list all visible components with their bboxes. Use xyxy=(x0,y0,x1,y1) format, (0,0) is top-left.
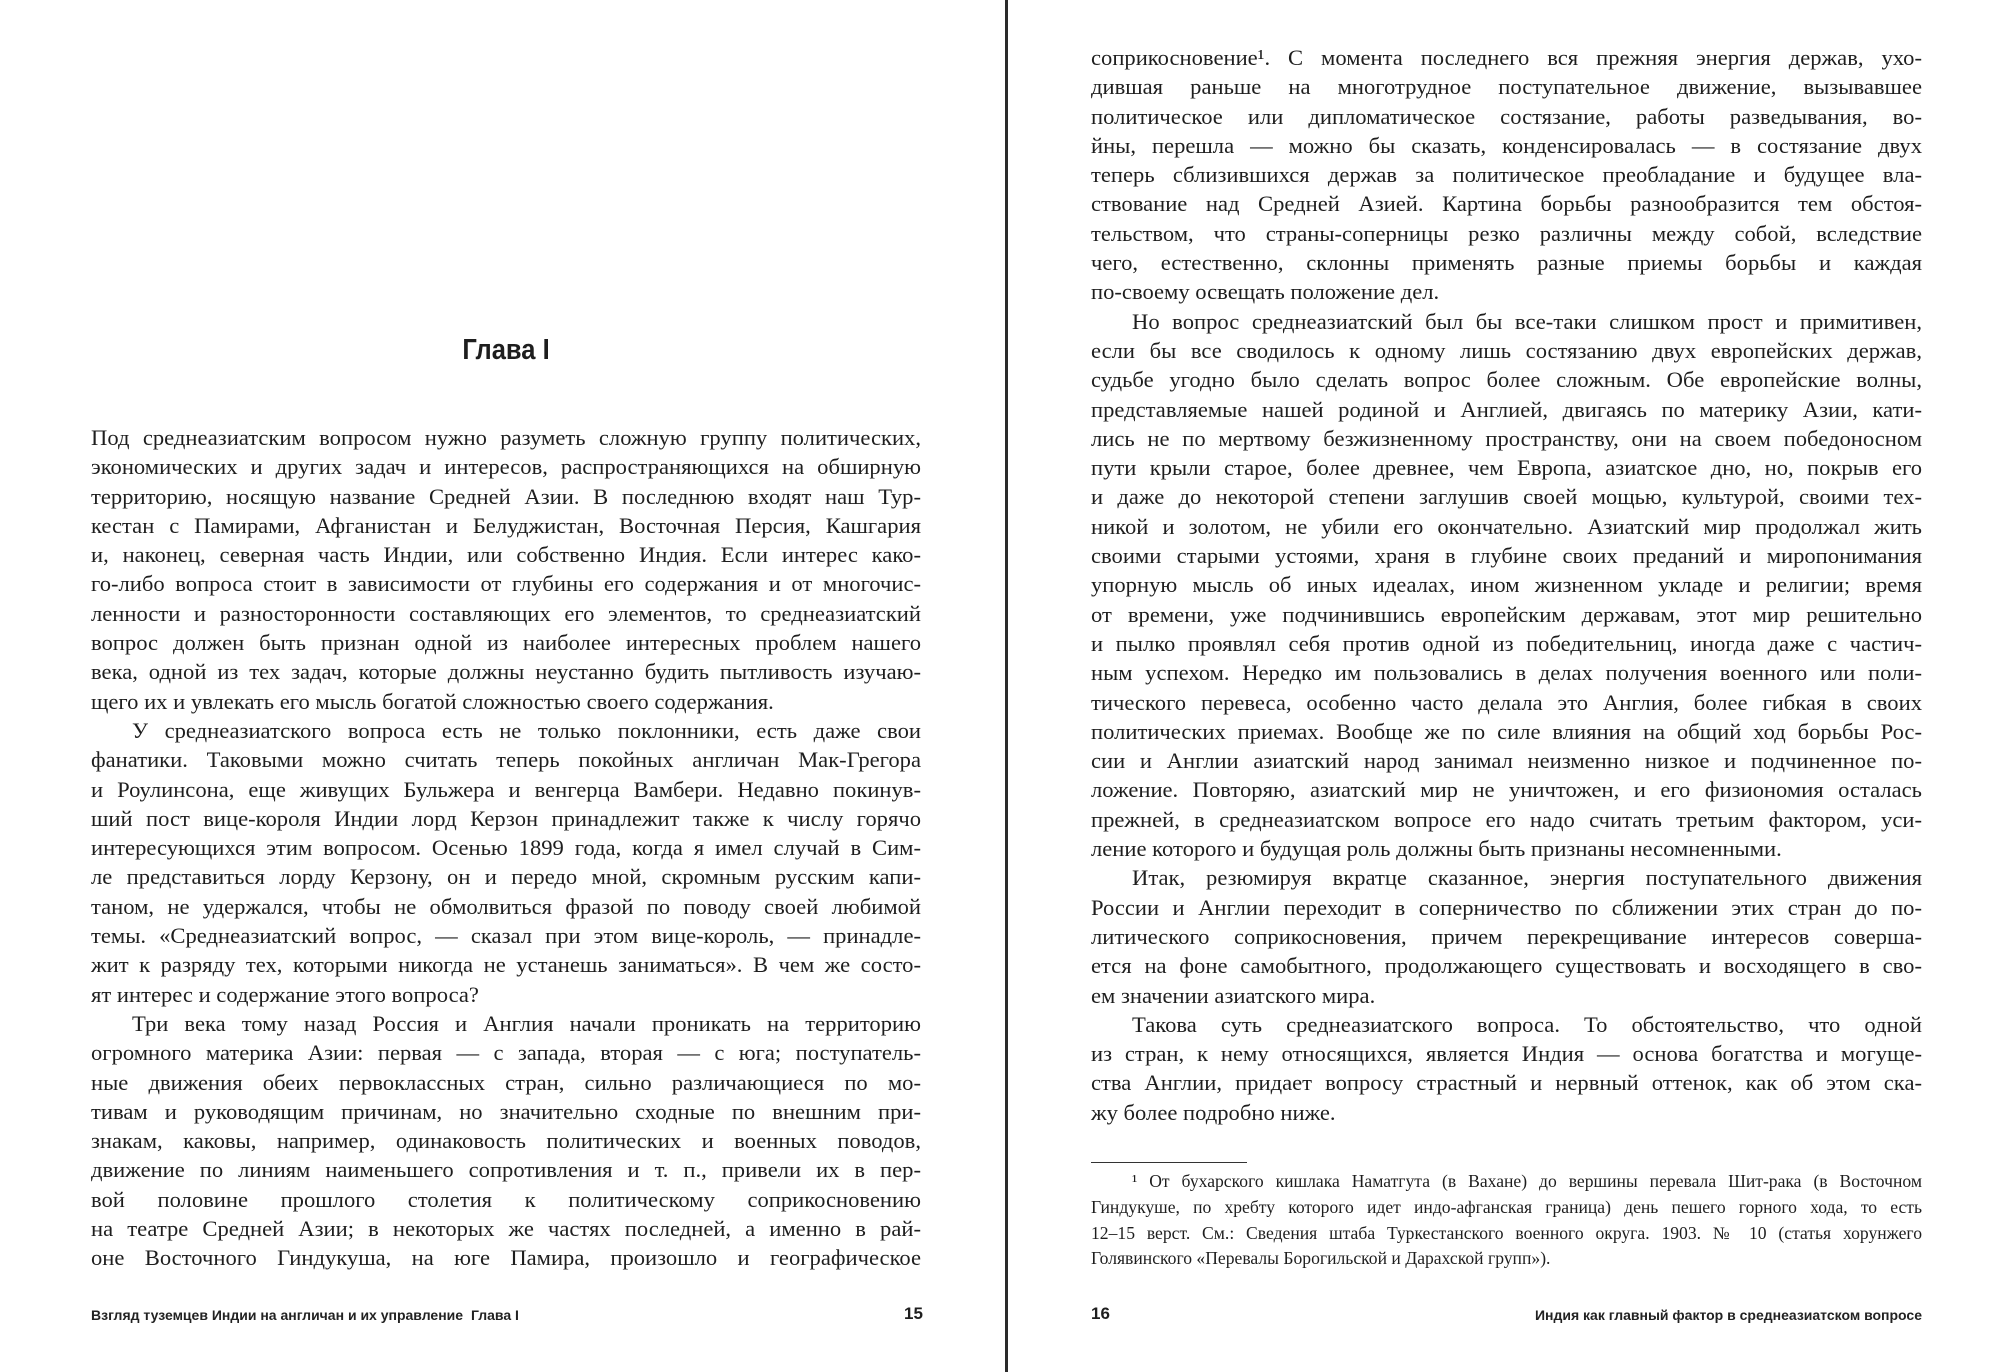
text-line: сии и Англии азиатский народ занимал неизменно низкое и подчиненное по- xyxy=(1091,748,1922,774)
text-line: теперь сблизившихся держав за политическое преобладание и будущее вла- xyxy=(1091,162,1922,188)
paragraph xyxy=(1091,1169,1922,1272)
text-line: соприкосновение¹. С момента последнего вся прежняя энергия держав, ухо- xyxy=(1091,45,1922,70)
left-page-body xyxy=(91,423,921,1273)
text-line: 12–15 верст. См.: Сведения штаба Туркестанского военного округа. 1903. № 10 (статья хорунжего xyxy=(1091,1222,1922,1243)
text-line: политическое или дипломатическое состязание, работы разведывания, во- xyxy=(1091,103,1922,129)
text-line: Итак, резюмируя вкратце сказанное, энергия поступательного движения xyxy=(1132,865,1922,891)
paragraph xyxy=(91,1009,921,1273)
text-line: щего их и увлекать его мысль богатой сложностью своего содержания. xyxy=(91,688,774,714)
text-line: века, одной из тех задач, которые должны неустанно будить пытливость изучаю- xyxy=(91,659,921,685)
text-line: Гиндукуше, по хребту которого идет индо-афганская граница) день пешего горного хода, то есть xyxy=(1091,1196,1922,1217)
text-line: экономических и других задач и интересов, распространяющихся на обширную xyxy=(91,454,921,480)
text-line: и пылко проявлял себя против одной из победительниц, иногда даже с частич- xyxy=(1091,630,1922,656)
text-line: вой половине прошлого столетия к политическому соприкосновению xyxy=(91,1186,921,1212)
text-line: никой и золотом, не убили его окончательно. Азиатский мир продолжал жить xyxy=(1091,513,1922,539)
running-footer-title: Взгляд туземцев Индии на англичан и их управление xyxy=(91,1307,464,1323)
running-footer-chapter: Глава I xyxy=(471,1307,519,1323)
text-line: Но вопрос среднеазиатский был бы все-таки слишком прост и примитивен, xyxy=(1132,308,1922,334)
text-line: кестан с Памирами, Афганистан и Белуджистан, Восточная Персия, Кашгария xyxy=(91,512,921,538)
text-line: движение по линиям наименьшего сопротивления и т. п., привели их в пер- xyxy=(91,1157,921,1183)
text-line: Три века тому назад Россия и Англия начали проникать на территорию xyxy=(132,1010,921,1036)
text-line: ные движения обеих первоклассных стран, сильно различающиеся по мо- xyxy=(91,1069,921,1095)
text-line: ление которого и будущая роль должны быть признаны несомненными. xyxy=(1091,836,1782,862)
right-page-body xyxy=(1091,43,1922,1127)
text-line: чего, естественно, склонны применять разные приемы борьбы и каждая xyxy=(1091,250,1922,276)
text-line: литического соприкосновения, причем перекрещивание интересов соверша- xyxy=(1091,923,1922,949)
text-line: огромного материка Азии: первая — с запада, вторая — с юга; поступатель- xyxy=(91,1040,921,1066)
text-line: вопрос должен быть признан одной из наиболее интересных проблем нашего xyxy=(91,630,921,656)
text-line: Под среднеазиатским вопросом нужно разуметь сложную группу политических, xyxy=(91,425,921,450)
text-line: жу более подробно ниже. xyxy=(1091,1099,1336,1125)
text-line: жит к разряду тех, которыми никогда не устанешь заниматься». В чем же состо- xyxy=(91,952,921,978)
text-line: на театре Средней Азии; в некоторых же частях последней, а именно в рай- xyxy=(91,1216,921,1242)
text-line: судьбе угодно было сделать вопрос более сложным. Обе европейские волны, xyxy=(1091,367,1922,393)
text-line: России и Англии переходит в соперничество по сближении этих стран до по- xyxy=(1091,894,1922,920)
text-line: тельством, что страны-соперницы резко различны между собой, вследствие xyxy=(1091,220,1922,246)
text-line: ства Англии, придает вопросу страстный и нервный оттенок, как об этом ска- xyxy=(1091,1070,1922,1096)
text-line: пути крыли старое, более древнее, чем Европа, азиатское дно, но, покрыв его xyxy=(1091,455,1922,481)
text-line: У среднеазиатского вопроса есть не только поклонники, есть даже свои xyxy=(132,717,921,743)
page-gutter-divider xyxy=(1005,0,1008,1372)
text-line: ¹ От бухарского кишлака Наматгута (в Вахане) до вершины перевала Шит-рака (в Восточном xyxy=(1132,1171,1922,1191)
text-line: Голявинского «Перевалы Борогильской и Дарахской групп»). xyxy=(1091,1248,1551,1269)
text-line: йны, перешла — можно бы сказать, конденсировалась — в состязание двух xyxy=(1091,132,1922,158)
text-line: из стран, к нему относящихся, является Индия — основа богатства и могуще- xyxy=(1091,1041,1922,1067)
text-line: лись не по мертвому безжизненному пространству, они на своем победоносном xyxy=(1091,425,1922,451)
paragraph xyxy=(1091,863,1922,1009)
text-line: ложение. Повторяю, азиатский мир не уничтожен, и его физиономия осталась xyxy=(1091,777,1922,803)
text-line: если бы все сводилось к одному лишь состязанию двух европейских держав, xyxy=(1091,337,1922,363)
text-line: фанатики. Таковыми можно считать теперь покойных англичан Мак-Грегора xyxy=(91,747,921,773)
text-line: ствование над Средней Азией. Картина борьбы разнообразится тем обстоя- xyxy=(1091,191,1922,217)
text-line: территорию, носящую название Средней Азии. В последнюю входят наш Тур- xyxy=(91,483,921,509)
page-number: 16 xyxy=(1091,1304,1110,1323)
footnote-rule xyxy=(1091,1162,1247,1163)
paragraph xyxy=(1091,1010,1922,1127)
chapter-title: Глава I xyxy=(462,334,550,366)
text-line: ят интерес и содержание этого вопроса? xyxy=(91,981,479,1007)
text-line: темы. «Среднеазиатский вопрос, — сказал при этом вице-король, — принадле- xyxy=(91,923,921,949)
paragraph xyxy=(91,716,921,1009)
text-line: ле представиться лорду Керзону, он и передо мной, скромным русским капи- xyxy=(91,864,921,890)
text-line: тивам и руководящим причинам, но значительно сходные по внешним при- xyxy=(91,1098,921,1124)
paragraph xyxy=(91,423,921,716)
text-line: тического перевеса, особенно часто делала это Англия, более гибкая в своих xyxy=(1091,689,1922,715)
footnote xyxy=(1091,1169,1922,1272)
paragraph xyxy=(1091,307,1922,864)
text-line: ленности и разносторонности составляющих его элементов, то среднеазиатский xyxy=(91,600,921,626)
text-line: Такова суть среднеазиатского вопроса. То обстоятельство, что одной xyxy=(1132,1011,1922,1037)
page-number: 15 xyxy=(904,1304,923,1323)
text-line: ший пост вице-короля Индии лорд Керзон принадлежит также к числу горячо xyxy=(91,805,921,831)
text-line: прежней, в среднеазиатском вопросе его надо считать третьим фактором, уси- xyxy=(1091,806,1922,832)
text-line: по-своему освещать положение дел. xyxy=(1091,279,1440,305)
text-line: от времени, уже подчинившись европейским державам, этот мир решительно xyxy=(1091,601,1922,627)
text-line: знакам, каковы, например, одинаковость политических и военных поводов, xyxy=(91,1128,921,1154)
text-line: интересующихся этим вопросом. Осенью 1899 года, когда я имел случай в Сим- xyxy=(91,835,921,861)
text-line: упорную мысль об иных идеалах, ином жизненном укладе и религии; время xyxy=(1091,572,1922,598)
text-line: своими старыми устоями, храня в глубине своих преданий и миропонимания xyxy=(1091,543,1922,569)
right-page xyxy=(1009,0,2005,1372)
text-line: и, наконец, северная часть Индии, или собственно Индия. Если интерес како- xyxy=(91,542,921,568)
text-line: оне Восточного Гиндукуша, на юге Памира, произошло и географическое xyxy=(91,1245,921,1271)
text-line: го-либо вопроса стоит в зависимости от глубины его содержания и от многочис- xyxy=(91,571,921,597)
text-line: ется на фоне самобытного, продолжающего существовать и восходящего в сво- xyxy=(1091,953,1922,979)
text-line: представляемые нашей родиной и Англией, двигаясь по материку Азии, кати- xyxy=(1091,396,1922,422)
text-line: дившая раньше на многотрудное поступательное движение, вызывавшее xyxy=(1091,74,1922,100)
text-line: ем значении азиатского мира. xyxy=(1091,982,1376,1008)
paragraph xyxy=(1091,43,1922,307)
text-line: и даже до некоторой степени заглушив своей мощью, культурой, своими тех- xyxy=(1091,484,1922,510)
text-line: политических приемах. Вообще же по силе влияния на общий ход борьбы Рос- xyxy=(1091,718,1922,744)
text-line: ным успехом. Нередко им пользовались в делах получения военного или поли- xyxy=(1091,660,1922,686)
text-line: и Роулинсона, еще живущих Бульжера и венгерца Вамбери. Недавно покинув- xyxy=(91,776,921,802)
text-line: таном, не удержался, чтобы не обмолвиться фразой по поводу своей любимой xyxy=(91,893,921,919)
running-footer-title: Индия как главный фактор в среднеазиатском вопросе xyxy=(1534,1307,1922,1323)
